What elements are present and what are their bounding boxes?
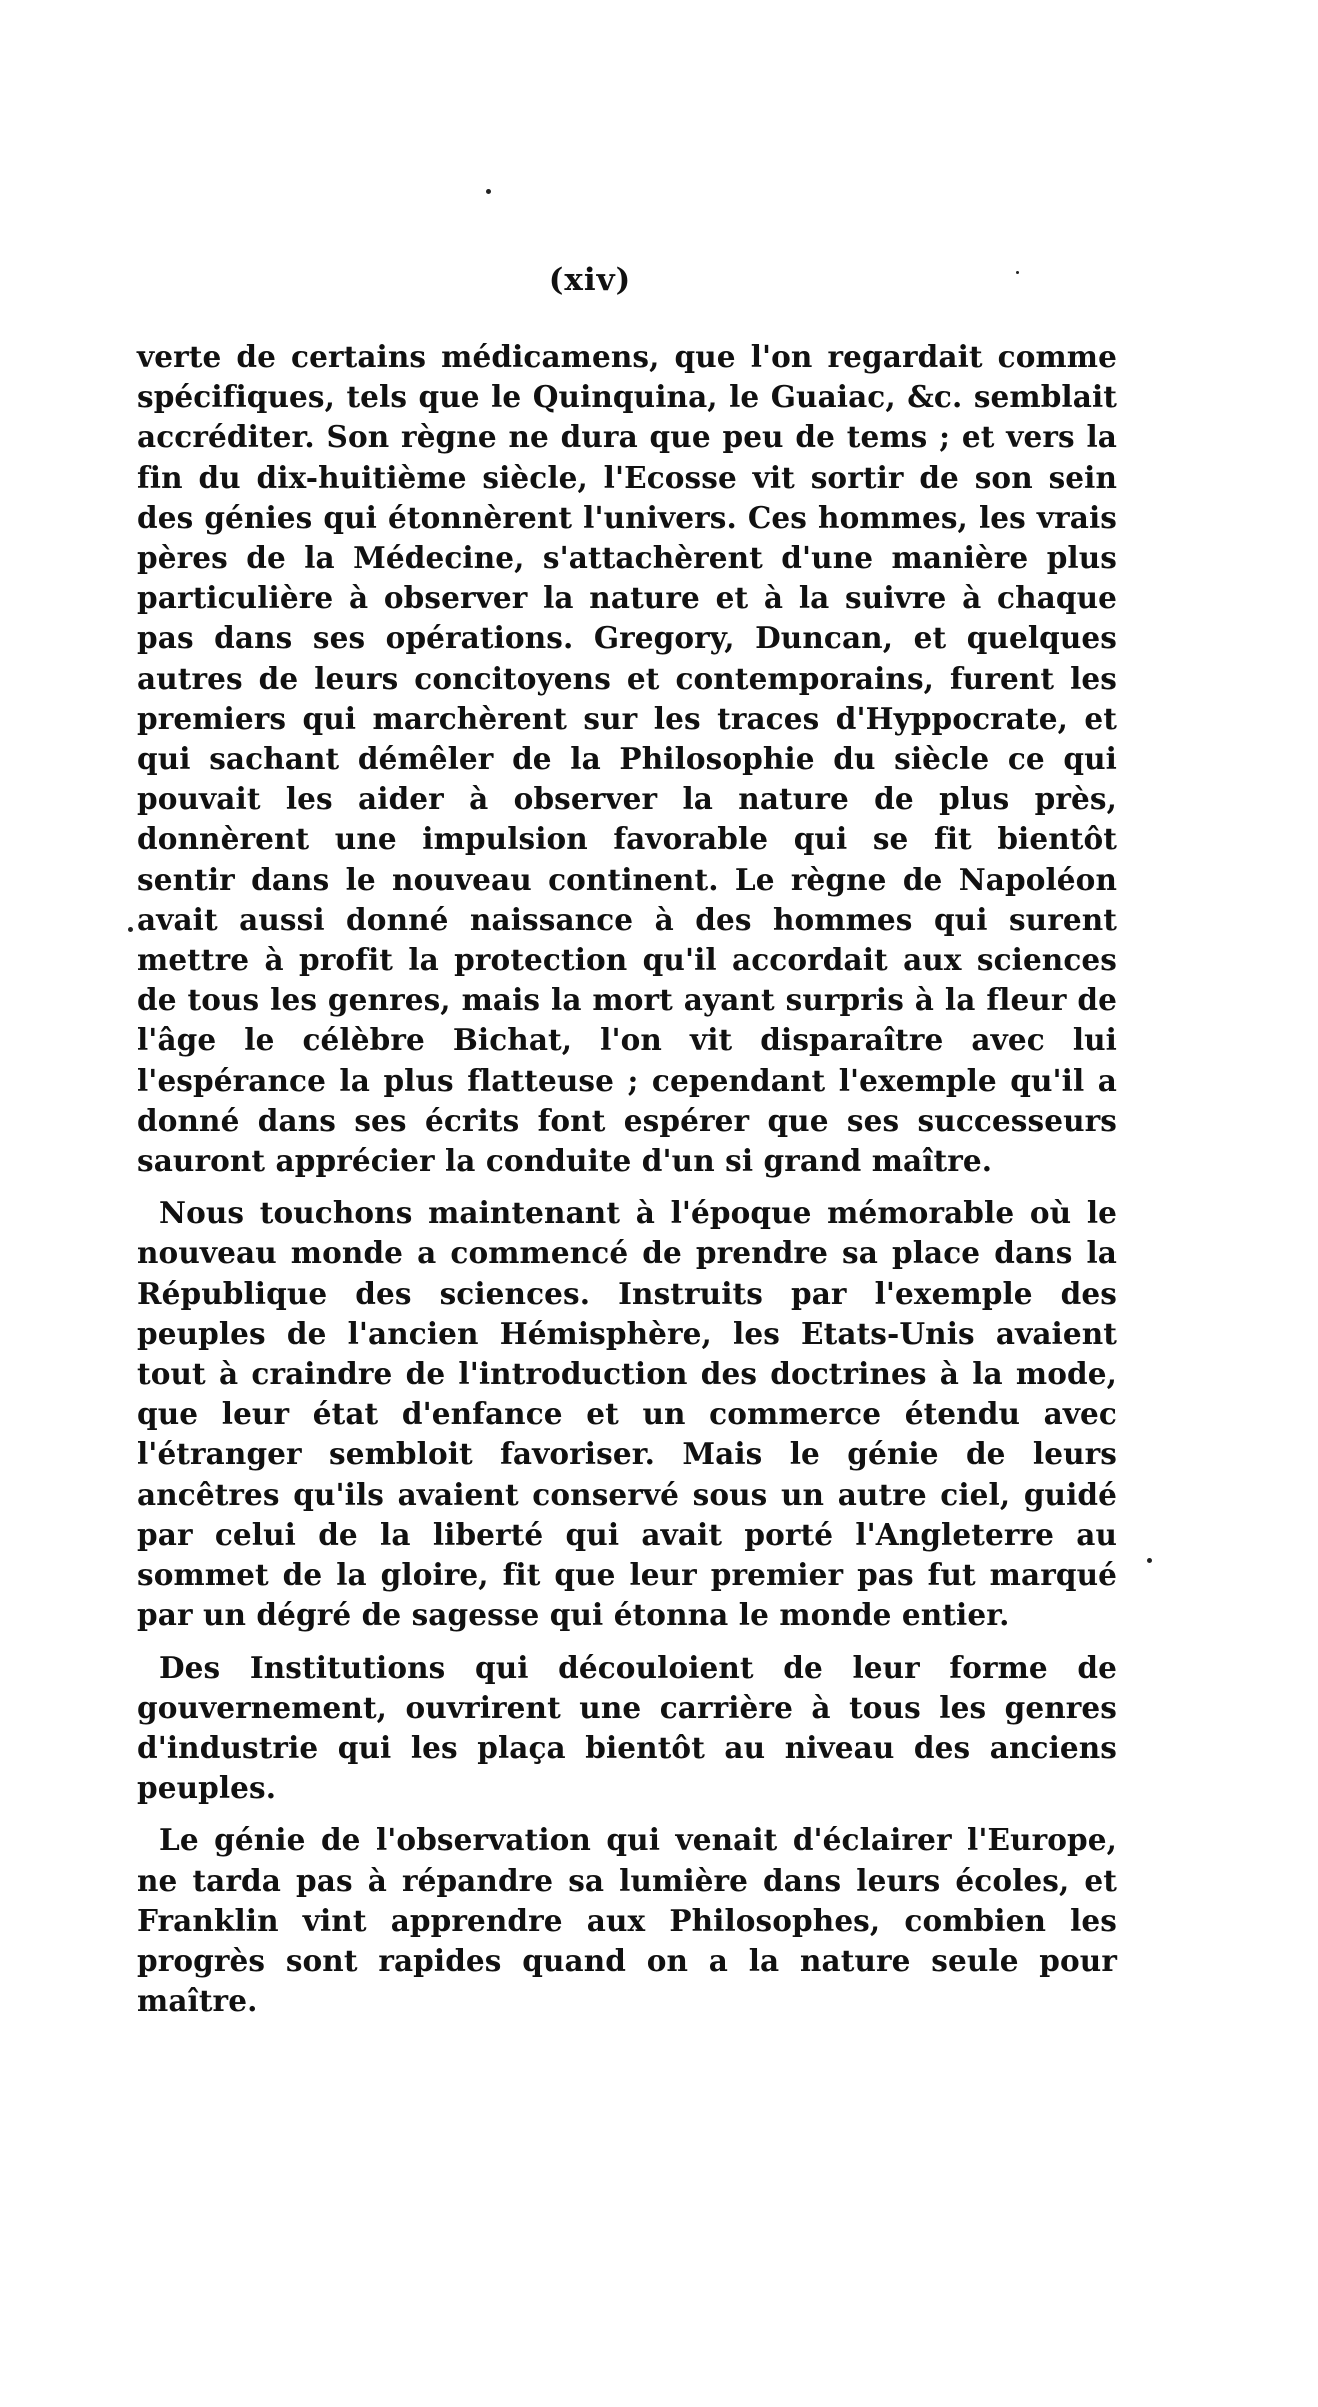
- paragraph: Le génie de l'observation qui venait d'éclairer l'Europe, ne tarda pas à répandre sa lumière dans leurs écoles, et Franklin vint apprendre aux Philosophes, combien les progrès sont rapides quand on a la nature seule pour maître.: [137, 1822, 1117, 2019]
- paragraph: Des Institutions qui découloient de leur forme de gouvernement, ouvrirent une carrière à tous les genres d'industrie qui les plaça bientôt au niveau des anciens peuples.: [137, 1649, 1117, 1806]
- body-text: [137, 337, 1117, 2021]
- ink-speck: [1147, 1558, 1152, 1563]
- paragraph: Nous touchons maintenant à l'époque mémorable où le nouveau monde a commencé de prendre sa place dans la République des sciences. Instruits par l'exemple des peuples de l'ancien Hémisphère, les Etats-Unis avaient tout à craindre de l'introduction des doctrines à la mode, que leur état d'enfance et un commerce étendu avec l'étranger sembloit favoriser. Mais le génie de leurs ancêtres qu'ils avaient conservé sous un autre ciel, guidé par celui de la liberté qui avait porté l'Angleterre au sommet de la gloire, fit que leur premier pas fut marqué par un dégré de sagesse qui étonna le monde entier.: [137, 1195, 1117, 1633]
- ink-speck: [128, 927, 133, 932]
- page-number: (xiv): [548, 262, 632, 298]
- paragraph-continuation: verte de certains médicamens, que l'on regardait comme spécifiques, tels que le Quinquina, le Guaiac, &c. semblait accréditer. Son règne ne dura que peu de tems ; et vers la fin du dix-huitième siècle, l'Ecosse vit sortir de son sein des génies qui étonnèrent l'univers. Ces hommes, les vrais pères de la Médecine, s'attachèrent d'une manière plus particulière à observer la nature et à la suivre à chaque pas dans ses opérations. Gregory, Duncan, et quelques autres de leurs concitoyens et contemporains, furent les premiers qui marchèrent sur les traces d'Hyppocrate, et qui sachant démêler de la Philosophie du siècle ce qui pouvait les aider à observer la nature de plus près, donnèrent une impulsion favorable qui se fit bientôt sentir dans le nouveau continent. Le règne de Napoléon avait aussi donné naissance à des hommes qui surent mettre à profit la protection qu'il accordait aux sciences de tous les genres, mais la mort ayant surpris à la fleur de l'âge le célèbre Bichat, l'on vit disparaître avec lui l'espérance la plus flatteuse ; cependant l'exemple qu'il a donné dans ses écrits font espérer que ses successeurs sauront apprécier la conduite d'un si grand maître.: [137, 339, 1117, 1179]
- ink-speck: [486, 189, 491, 194]
